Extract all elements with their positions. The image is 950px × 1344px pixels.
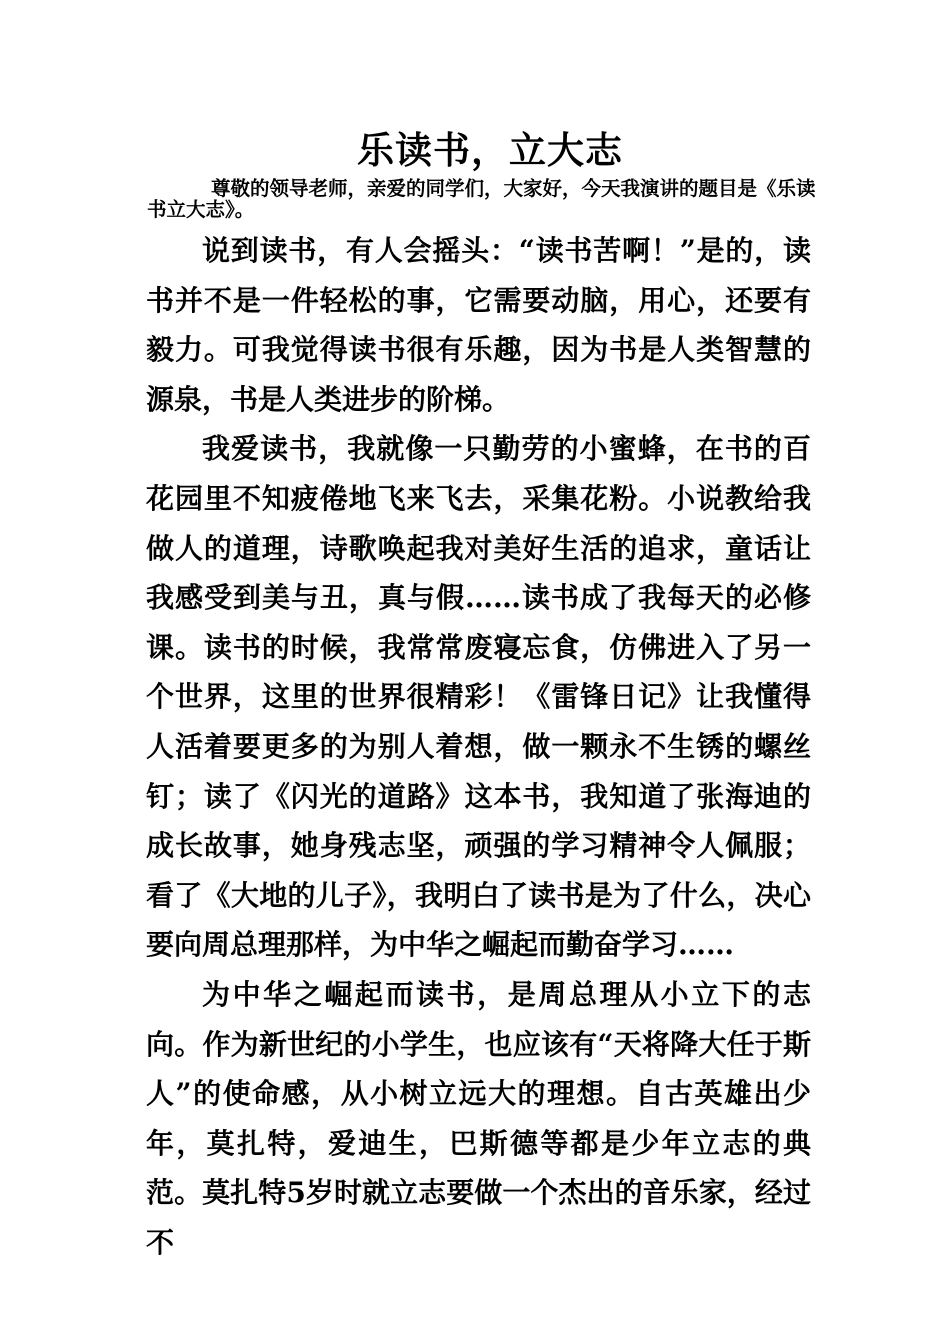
body-text <box>146 226 811 1267</box>
paragraph-2: 我爱读书，我就像一只勤劳的小蜜蜂，在书的百花园里不知疲倦地飞来飞去，采集花粉。小说教给我做人的道理，诗歌唤起我对美好生活的追求，童话让我感受到美与丑，真与假……读书成了我每天的必修课。读书的时候，我常常废寝忘食，仿佛进入了另一个世界，这里的世界很精彩！《雷锋日记》让我懂得人活着要更多的为别人着想，做一颗永不生锈的螺丝钉；读了《闪光的道路》这本书，我知道了张海迪的成长故事，她身残志坚，顽强的学习精神令人佩服；看了《大地的儿子》，我明白了读书是为了什么，决心要向周总理那样，为中华之崛起而勤奋学习…… <box>146 432 811 962</box>
page-title: 乐读书，立大志 <box>357 128 623 172</box>
intro-paragraph: 尊敬的领导老师，亲爱的同学们，大家好，今天我演讲的题目是《乐读书立大志》。 <box>147 177 816 221</box>
paragraph-1: 说到读书，有人会摇头：“读书苦啊！”是的，读书并不是一件轻松的事，它需要动脑，用心，还要有毅力。可我觉得读书很有乐趣，因为书是人类智慧的源泉，书是人类进步的阶梯。 <box>146 234 811 416</box>
paragraph-3: 为中华之崛起而读书，是周总理从小立下的志向。作为新世纪的小学生，也应该有“天将降大任于斯人”的使命感，从小树立远大的理想。自古英雄出少年，莫扎特，爱迪生，巴斯德等都是少年立志的典范。莫扎特5岁时就立志要做一个杰出的音乐家，经过不 <box>146 977 811 1259</box>
